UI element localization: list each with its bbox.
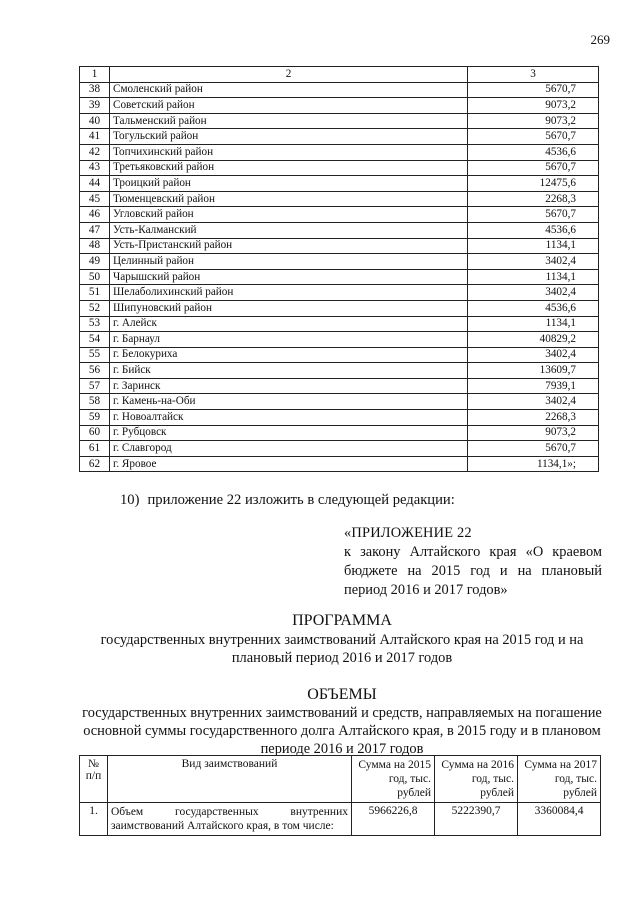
row-name: Угловский район <box>110 207 468 223</box>
table-row <box>80 316 599 332</box>
table-row <box>80 425 599 441</box>
item-number: 10) <box>120 492 140 508</box>
row-number: 41 <box>80 129 110 145</box>
row-name: Шипуновский район <box>110 300 468 316</box>
table-row <box>80 378 599 394</box>
table-row <box>80 441 599 457</box>
row-sum-2017: 3360084,4 <box>518 803 601 836</box>
row-value: 1134,1 <box>468 269 599 285</box>
row-value: 5670,7 <box>468 207 599 223</box>
row-value: 1134,1»; <box>468 456 599 472</box>
appendix-title: «ПРИЛОЖЕНИЕ 22 <box>344 525 472 541</box>
row-name: г. Заринск <box>110 378 468 394</box>
row-number: 50 <box>80 269 110 285</box>
row-value: 3402,4 <box>468 394 599 410</box>
row-value: 7939,1 <box>468 378 599 394</box>
table-row <box>80 82 599 98</box>
table-row <box>80 98 599 114</box>
row-number: 39 <box>80 98 110 114</box>
row-value: 3402,4 <box>468 285 599 301</box>
row-name: г. Бийск <box>110 363 468 379</box>
table-row <box>80 347 599 363</box>
table-row <box>80 254 599 270</box>
table-header-row <box>80 67 599 83</box>
row-value: 12475,6 <box>468 176 599 192</box>
table-row <box>80 222 599 238</box>
column-header-3: 3 <box>468 67 599 83</box>
row-number: 54 <box>80 332 110 348</box>
row-number: 1. <box>80 803 108 836</box>
header-sum-2015: Сумма на 2015 год, тыс. рублей <box>352 756 435 803</box>
row-value: 40829,2 <box>468 332 599 348</box>
row-value: 5670,7 <box>468 441 599 457</box>
program-title: ПРОГРАММА <box>292 612 392 629</box>
row-number: 42 <box>80 144 110 160</box>
table-row <box>80 113 599 129</box>
table-row <box>80 191 599 207</box>
row-value: 3402,4 <box>468 254 599 270</box>
row-value: 3402,4 <box>468 347 599 363</box>
row-name: Целинный район <box>110 254 468 270</box>
row-number: 58 <box>80 394 110 410</box>
row-value: 9073,2 <box>468 113 599 129</box>
row-value: 5670,7 <box>468 160 599 176</box>
row-number: 52 <box>80 300 110 316</box>
row-number: 53 <box>80 316 110 332</box>
row-value: 4536,6 <box>468 144 599 160</box>
volumes-title: ОБЪЕМЫ <box>307 686 377 703</box>
row-name: Третьяковский район <box>110 160 468 176</box>
row-value: 13609,7 <box>468 363 599 379</box>
column-header-2: 2 <box>110 67 468 83</box>
row-name: Тогульский район <box>110 129 468 145</box>
row-name: г. Камень-на-Оби <box>110 394 468 410</box>
list-item-10 <box>120 492 455 509</box>
table-row <box>80 803 601 836</box>
region-allocation-table <box>79 66 599 472</box>
row-number: 56 <box>80 363 110 379</box>
row-value: 4536,6 <box>468 222 599 238</box>
row-sum-2016: 5222390,7 <box>435 803 518 836</box>
row-number: 46 <box>80 207 110 223</box>
row-value: 5670,7 <box>468 129 599 145</box>
row-number: 61 <box>80 441 110 457</box>
row-name: г. Белокуриха <box>110 347 468 363</box>
row-name: Советский район <box>110 98 468 114</box>
row-number: 43 <box>80 160 110 176</box>
appendix-header <box>344 524 602 600</box>
row-number: 57 <box>80 378 110 394</box>
row-number: 60 <box>80 425 110 441</box>
table-row <box>80 300 599 316</box>
header-sum-2016: Сумма на 2016 год, тыс. рублей <box>435 756 518 803</box>
item-text: приложение 22 изложить в следующей редакции: <box>147 492 455 508</box>
table-row <box>80 332 599 348</box>
row-name: г. Яровое <box>110 456 468 472</box>
table-row <box>80 238 599 254</box>
row-number: 49 <box>80 254 110 270</box>
column-header-1: 1 <box>80 67 110 83</box>
row-name: Троицкий район <box>110 176 468 192</box>
row-name: Тальменский район <box>110 113 468 129</box>
table-row <box>80 394 599 410</box>
header-number: № п/п <box>80 756 108 803</box>
row-number: 48 <box>80 238 110 254</box>
row-sum-2015: 5966226,8 <box>352 803 435 836</box>
row-name: Усть-Пристанский район <box>110 238 468 254</box>
row-value: 9073,2 <box>468 98 599 114</box>
row-value: 4536,6 <box>468 300 599 316</box>
row-number: 38 <box>80 82 110 98</box>
table-row <box>80 176 599 192</box>
header-kind: Вид заимствований <box>108 756 352 803</box>
program-subtitle: государственных внутренних заимствований Алтайского края на 2015 год и на плановый период 2016 и 2017 годов <box>100 632 584 666</box>
table-row <box>80 363 599 379</box>
table-row <box>80 129 599 145</box>
row-name: г. Барнаул <box>110 332 468 348</box>
row-number: 40 <box>80 113 110 129</box>
row-number: 62 <box>80 456 110 472</box>
row-value: 5670,7 <box>468 82 599 98</box>
row-number: 59 <box>80 410 110 426</box>
row-name: Тюменцевский район <box>110 191 468 207</box>
table-row <box>80 160 599 176</box>
row-value: 1134,1 <box>468 238 599 254</box>
table-row <box>80 207 599 223</box>
row-name: г. Славгород <box>110 441 468 457</box>
row-name: г. Алейск <box>110 316 468 332</box>
row-number: 55 <box>80 347 110 363</box>
table-row <box>80 410 599 426</box>
row-name: Смоленский район <box>110 82 468 98</box>
row-number: 51 <box>80 285 110 301</box>
row-name: Чарышский район <box>110 269 468 285</box>
page-number: 269 <box>590 32 610 47</box>
row-name: Топчихинский район <box>110 144 468 160</box>
table-row <box>80 456 599 472</box>
volumes-subtitle: государственных внутренних заимствований и средств, направляемых на погашение основной суммы государственного долга Алтайского края, в 2015 году и в плановом периоде 2016 и 2017 годов <box>82 705 602 757</box>
row-name: г. Новоалтайск <box>110 410 468 426</box>
row-name: Шелаболихинский район <box>110 285 468 301</box>
row-value: 9073,2 <box>468 425 599 441</box>
row-number: 45 <box>80 191 110 207</box>
row-value: 2268,3 <box>468 410 599 426</box>
appendix-reference: к закону Алтайского края «О краевом бюджете на 2015 год и на плановый период 2016 и 2017 годов» <box>344 544 602 598</box>
borrowing-table <box>79 755 601 836</box>
row-value: 1134,1 <box>468 316 599 332</box>
table-row <box>80 144 599 160</box>
table-row <box>80 269 599 285</box>
row-name: г. Рубцовск <box>110 425 468 441</box>
row-kind: Объем государственных внутренних заимствований Алтайского края, в том числе: <box>108 803 352 836</box>
row-name: Усть-Калманский <box>110 222 468 238</box>
header-sum-2017: Сумма на 2017 год, тыс. рублей <box>518 756 601 803</box>
row-value: 2268,3 <box>468 191 599 207</box>
row-number: 44 <box>80 176 110 192</box>
table-header-row <box>80 756 601 803</box>
table-row <box>80 285 599 301</box>
row-number: 47 <box>80 222 110 238</box>
